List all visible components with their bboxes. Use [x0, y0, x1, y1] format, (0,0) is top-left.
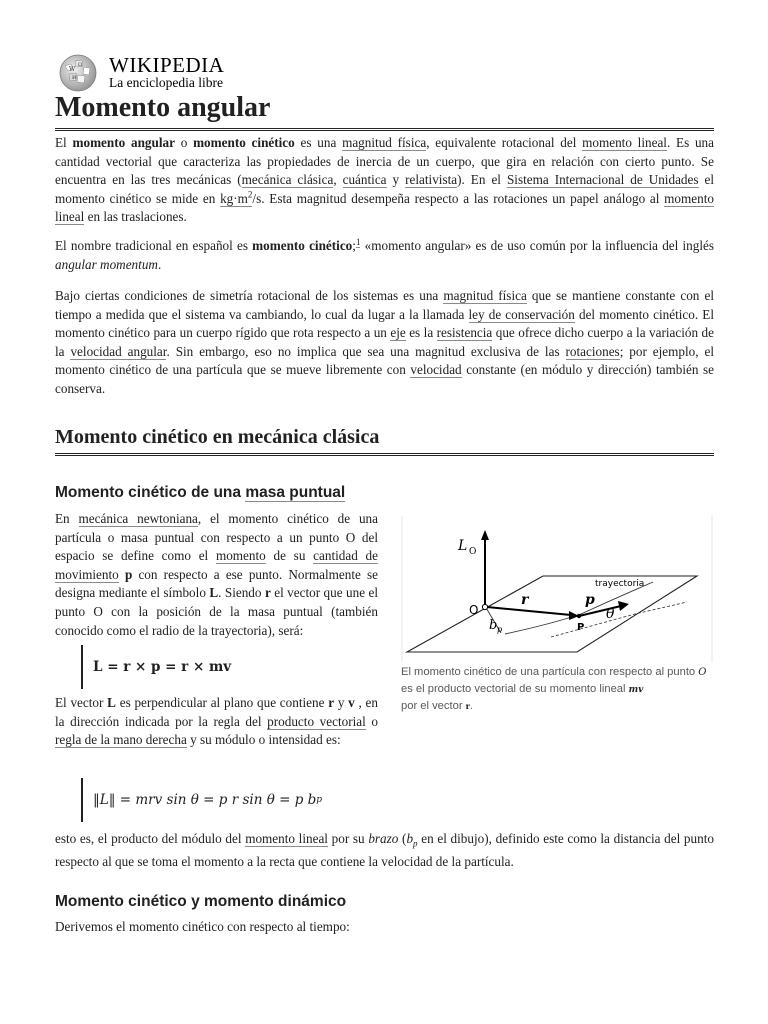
text: El vector [55, 695, 108, 710]
text: es una [294, 135, 343, 150]
label-p: p [585, 592, 595, 608]
text: en las traslaciones. [84, 209, 187, 225]
link-magnitud-fisica-2[interactable]: magnitud física [443, 288, 527, 303]
subsection-title: Momento cinético y momento dinámico [55, 893, 347, 910]
text: de su [265, 548, 314, 564]
subsection-heading-2 [55, 892, 714, 912]
subsection-heading-1 [55, 483, 714, 503]
figure-caption [401, 664, 713, 714]
page-title: Momento angular [55, 90, 714, 131]
text: «momento angular» es de uso común por la influencia del inglés [360, 238, 714, 253]
intro-paragraph-3 [55, 287, 714, 399]
math-L: L [209, 585, 219, 601]
italic-term: brazo [368, 831, 399, 846]
text: Momento cinético de una [55, 484, 246, 501]
link-magnitud-fisica[interactable]: magnitud física [342, 135, 427, 150]
text: que ofrece dicho cuerpo a la variación de la [55, 325, 714, 359]
text: por el vector [401, 700, 466, 712]
text: por su [327, 831, 369, 846]
particle-point [577, 614, 581, 618]
label-L: L [458, 538, 468, 554]
text: . Sin embargo, eso no implica que sea una magnitud exclusiva de las [166, 343, 566, 359]
section-heading [55, 424, 714, 456]
section-title: Momento cinético en mecánica clásica [55, 424, 714, 456]
math-v: v [348, 695, 355, 710]
svg-text:И: И [72, 75, 77, 81]
link-rotaciones[interactable]: rotaciones [565, 343, 620, 359]
text: En [55, 511, 79, 526]
link-momento-lineal-3[interactable]: momento lineal [245, 831, 328, 846]
svg-text:W: W [69, 66, 76, 73]
link-mecanica-newtoniana[interactable]: mecánica newtoniana [78, 511, 198, 526]
text: . [469, 700, 473, 712]
link-producto-vectorial[interactable]: producto vectorial [267, 713, 366, 729]
math-L: L [107, 695, 116, 710]
text: que se mantiene constante con el tiempo a medida que el sistema va cambiando, lo cual da lugar a la llamada [55, 288, 714, 322]
label-b-subscript: p [497, 625, 503, 634]
link-velocidad-angular[interactable]: velocidad angular [70, 343, 167, 359]
link-relativista[interactable]: relativista [405, 172, 458, 188]
math-mv: mv [628, 685, 644, 695]
link-mecanica-clasica[interactable]: mecánica clásica [241, 172, 334, 188]
label-trayectoria: trayectoria [595, 579, 645, 589]
text: , el momento cinético de una partícula o masa puntual con respecto a un punto O del espacio se define como el [55, 511, 378, 564]
text: . [157, 256, 162, 272]
text: , equivalente rotacional del [426, 135, 583, 150]
text: del momento cinético. El momento cinético para un cuerpo rígido que rota respecto a un [55, 306, 714, 341]
text: y [386, 172, 406, 188]
figure-thumbnail [401, 516, 713, 714]
text: . Es una cantidad vectorial que caracteriza las propiedades de inercia de un cuerpo, que gira en relación con cierto punto. Se encuentra en las tres mecánicas ( [55, 135, 714, 188]
text: El momento cinético de una partícula con respecto al punto [401, 666, 699, 678]
superscript: 2 [247, 189, 253, 200]
link-regla-mano-derecha[interactable]: regla de la mano derecha [55, 732, 187, 748]
link-masa-puntual[interactable]: masa puntual [245, 484, 346, 501]
text: es perpendicular al plano que contiene [115, 695, 329, 710]
text: ). En el [457, 172, 507, 188]
formula-angular-momentum [81, 645, 231, 689]
wikipedia-logo[interactable] [55, 50, 355, 94]
L-arrowhead [481, 530, 489, 540]
link-cantidad-movimiento[interactable]: cantidad de movimiento [55, 548, 379, 582]
label-P: P [577, 622, 585, 633]
angular-momentum-diagram[interactable] [401, 516, 713, 662]
paragraph-derivada [55, 918, 714, 937]
label-theta: θ [606, 606, 615, 622]
text: el momento cinético se mide en [55, 172, 715, 206]
link-momento[interactable]: momento [215, 548, 266, 564]
wikipedia-globe-icon [55, 52, 101, 92]
text: El nombre tradicional en español es [55, 238, 253, 253]
text: /s. Esta magnitud desempeña respecto a las rotaciones un papel análogo al [252, 190, 665, 206]
text: , en la dirección indicada por la regla del [55, 695, 379, 729]
text: es el producto vectorial de su momento lineal [401, 683, 629, 695]
link-velocidad[interactable]: velocidad [410, 362, 462, 378]
origin-point [482, 604, 487, 609]
math-b: b [406, 831, 414, 846]
text: kg·m [220, 190, 248, 206]
paragraph-brazo [55, 830, 714, 872]
label-L-subscript: O [469, 547, 477, 557]
math-O: O [698, 667, 707, 678]
label-r: r [521, 592, 529, 608]
text: Derivemos el momento cinético con respecto al tiempo: [55, 919, 350, 934]
math-p: p [124, 566, 133, 582]
reference-1[interactable]: 1 [355, 236, 361, 247]
formula-text: ‖L‖ = mrv sin θ = p r sin θ = p b [93, 792, 317, 808]
bold-term: momento angular [72, 135, 175, 150]
formula-text: L = r × p = r × mv [93, 659, 232, 675]
text: en el dibujo), definido este como la distancia del punto respecto al que se toma el momento a la recta que contiene la velocidad de la partícula. [55, 831, 714, 870]
text: y su módulo o intensidad es: [186, 732, 341, 748]
tagline: La enciclopedia libre [109, 75, 223, 90]
text: o [365, 713, 379, 729]
text: , [333, 172, 343, 188]
link-ley-conservacion[interactable]: ley de conservación [468, 306, 575, 322]
text: esto es, el producto del módulo del [55, 831, 246, 846]
text: constante (en módulo y dirección) también se conserva. [55, 362, 714, 396]
svg-text:Ω: Ω [78, 62, 83, 68]
label-b: b [489, 618, 498, 633]
link-kg-m2[interactable] [220, 191, 252, 207]
math-subscript: p [413, 838, 418, 849]
text: es la [405, 325, 437, 341]
text: . Siendo [218, 585, 265, 601]
math-r: r [328, 695, 335, 710]
wordmark: WIKIPEDIA [109, 53, 225, 77]
link-momento-lineal[interactable]: momento lineal [582, 135, 667, 150]
intro-paragraph-2 [55, 237, 714, 274]
text: ; [352, 238, 356, 253]
text: y [334, 695, 349, 710]
math-r: r [264, 585, 271, 601]
link-cuantica[interactable]: cuántica [342, 172, 387, 188]
link-eje[interactable]: eje [390, 325, 406, 341]
text: ( [398, 831, 407, 846]
link-resistencia[interactable]: resistencia [436, 325, 493, 341]
italic-term: angular momentum [55, 256, 158, 272]
intro-paragraph-1 [55, 134, 714, 227]
formula-magnitude [81, 778, 322, 822]
formula-subscript: p [316, 795, 323, 805]
link-sistema-internacional[interactable]: Sistema Internacional de Unidades [506, 172, 699, 188]
text: Bajo ciertas condiciones de simetría rotacional de los sistemas es una [55, 288, 444, 303]
text: El [55, 135, 73, 150]
bold-term: momento cinético [193, 135, 295, 150]
text: el vector que une el punto O con la posición de la masa puntual (también conocido como el radio de la trayectoria), será: [55, 585, 378, 638]
bold-term: momento cinético [252, 238, 353, 253]
math-r: r [465, 701, 470, 711]
text: ; por ejemplo, el momento cinético de una partícula que se mueve libremente con [55, 343, 715, 378]
text: o [174, 135, 194, 150]
link-momento-lineal-2[interactable]: momento lineal [55, 190, 714, 225]
text: con respecto a ese punto. Normalmente se designa mediante el símbolo [55, 566, 379, 601]
label-O: O [469, 603, 479, 617]
